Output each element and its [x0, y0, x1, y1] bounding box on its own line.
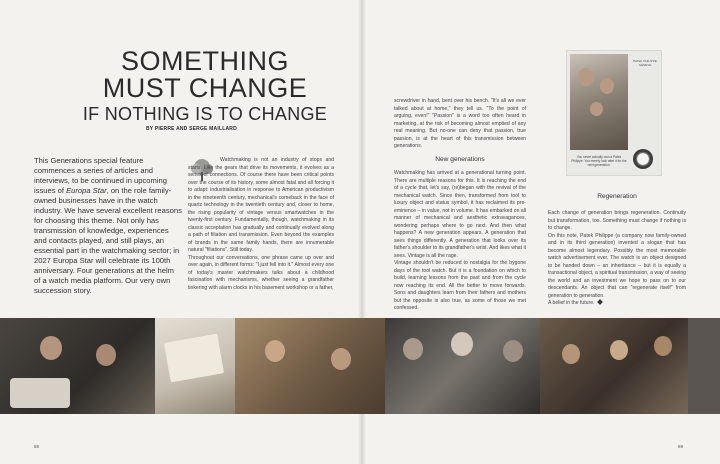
- title-line-3: IF NOTHING IS TO CHANGE: [82, 104, 328, 124]
- body-column-right-bottom: [548, 210, 686, 308]
- page-number-left: 68: [34, 444, 40, 449]
- body-paragraph: Watchmaking has arrived at a generational turning point. There are multiple reasons for this. It is reaching the end of a cycle that, let's say, (re)began with the revival of the mechanical watch. Since then, transformed from tool to luxury object and status symbol, it has reclaimed its pre-eminence – in value, not in volume. It has embarked on all manner of mechanical and aesthetic extravagances, wondering perhaps where to go next. And then what happens? A new generation appears. A generation that sees things differently. A generation that looks over its father's shoulder to its grandfather's wrist. And likes what it sees. Vintage is all the rage.: [394, 170, 526, 259]
- advert-tagline: You never actually own a Patek Philippe. You merely look after it for the next generation.: [571, 155, 627, 167]
- section-heading: New generations: [435, 156, 485, 163]
- body-paragraph: Watchmaking is not an industry of stops and starts. Like the gears that drive its movements, it evolves as a series of connections. Of course there have been critical points over the course of its history, some almost fatal and all forcing it to adapt: industrialisation in response to American productivism in the nineteenth century, mechanical's comeback in the face of quartz technology in the twentieth century and, closer to home, the rising popularity of vintage versus smartwatches in the twenty-first century. Fundamentally, though, watchmaking in its classic acceptation has gradually and continually evolved along a path of filiation and transmission. Even beyond the examples of brands in the same family hands, there are innumerable natural "filiations". Still today.: [188, 157, 334, 253]
- body-column-right-top: [394, 98, 526, 151]
- family-photo: [570, 54, 628, 150]
- watch-icon: [633, 149, 653, 169]
- body-column-right-middle: [394, 170, 526, 313]
- photo-strip: [0, 318, 720, 414]
- photo-watchmakers-meeting: [0, 318, 155, 414]
- face-shape: [40, 336, 62, 360]
- intro-paragraph: [34, 156, 182, 296]
- closing-line: A belief in the future.: [548, 300, 595, 306]
- desk-shape: [10, 378, 70, 408]
- face-shape: [96, 344, 116, 366]
- body-paragraph: screwdriver in hand, bent over his bench. "It's all we ever talked about at home," they tell us. "To the point of arguing, even!" "Passion" is a word too often heard in marketing, at the risk of becoming almost emptied of any real meaning. But no-one can deny that passion, true passion, is at the heart of this transmission between generations.: [394, 98, 526, 149]
- body-column-left: [188, 157, 334, 292]
- body-paragraph: Each change of generation brings regeneration. Continuity but transformation, too. Something must change if nothing is to change.: [548, 210, 686, 231]
- shop-window-shape: [688, 318, 720, 414]
- end-mark-icon: [597, 299, 603, 305]
- advert-brand: PATEK PHILIPPE GENEVE: [633, 59, 657, 67]
- face-shape: [654, 336, 672, 356]
- intro-text-after: , on the role family-owned businesses have in the watch industry. We have several excellent reasons for choosing this theme. Not only has transmission of knowledge, experiences and contacts played, and still plays, an essential part in the watchmaking sector; in 2027 Europa Star will celebrate its 100th anniversary. Four generations at the helm of a watch media platform. Our very own succession story.: [34, 186, 182, 295]
- page-number-right: 69: [678, 444, 684, 449]
- photo-family-portrait: [385, 318, 540, 414]
- face-shape: [265, 340, 285, 362]
- title-line-1: SOMETHING: [120, 46, 289, 76]
- face-shape: [562, 344, 580, 364]
- face-shape: [578, 68, 594, 86]
- intro-text-before: This Generations special feature commences a series of articles and interviews, to be continued in upcoming issues of: [34, 156, 167, 195]
- body-paragraph: On this note, Patek Philippe (a company now family-owned and in its third generation) invented a slogan that has become almost legendary. Possibly the most memorable watch advertisement ever. The watch is an object designed to be handed down – an inheritance – but it is equally a transactional object, a spiritual transmission, a way of seeing the world and an investment we hope to pass on to our descendants. An object that can "regenerate itself" from generation to generation.: [548, 232, 686, 299]
- face-shape: [600, 78, 614, 94]
- letter-shape: [164, 334, 224, 383]
- face-shape: [451, 332, 473, 356]
- byline: BY PIERRE AND SERGE MAILLARD: [146, 126, 237, 132]
- face-shape: [503, 340, 523, 362]
- face-shape: [590, 102, 603, 116]
- article-title: [60, 48, 350, 124]
- section-heading: Regeneration: [597, 193, 637, 200]
- photo-workshop-bench: [235, 318, 385, 414]
- body-paragraph: Vintage shouldn't be reduced to nostalgia for the bygone days of the tool watch. But it is a foundation on which to build, learning lessons from the past and from the cycle now reaching its end. All the better to move forwards. Sons and daughters learn from their fathers and mothers but the opposite is also true, as some of those we met confessed.: [394, 260, 526, 311]
- face-shape: [403, 338, 423, 360]
- patek-philippe-advert: [566, 50, 662, 176]
- intro-magazine-name: Europa Star: [66, 186, 107, 195]
- body-paragraph: Throughout our conversations, one phrase came up over and over again, in different forms: "I just fell into it." Almost every one of today's master watchmakers talks about a childhood fascination with mechanisms, whether seeing a grandfather tinkering with alarm clocks in his basement workshop or a father,: [188, 254, 334, 291]
- face-shape: [331, 348, 351, 370]
- photo-letters: [155, 318, 235, 414]
- body-paragraph: [548, 300, 686, 308]
- photo-watchmakers-at-work: [540, 318, 720, 414]
- face-shape: [610, 340, 628, 360]
- title-line-2: MUST CHANGE: [102, 73, 308, 103]
